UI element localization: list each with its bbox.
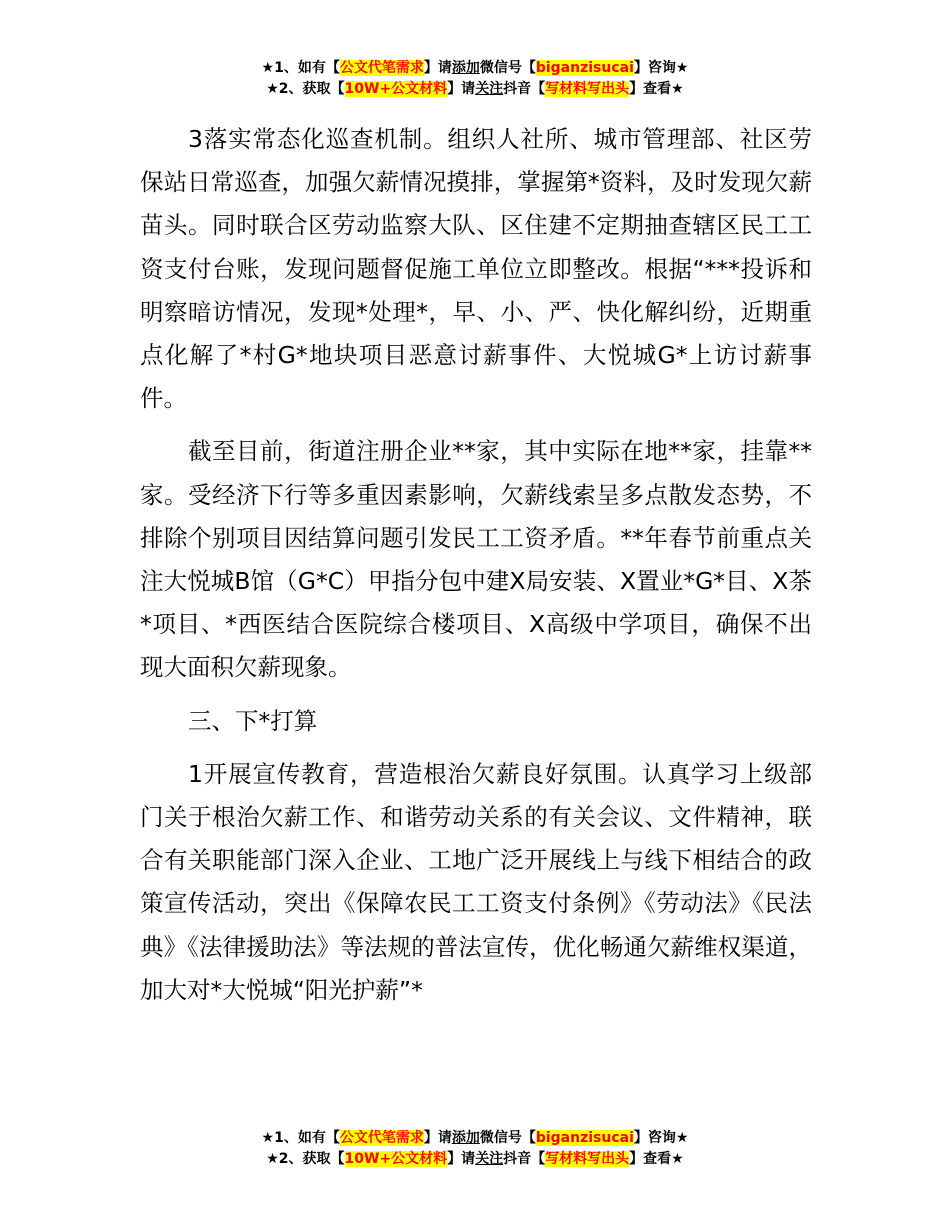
paragraph-status: 截至目前，街道注册企业**家，其中实际在地**家，挂靠**家。受经济下行等多重因素影响，欠薪线索呈多点散发态势，不排除个别项目因结算问题引发民工工资矛盾。**年春节前重点关注大悦城B馆（G*C）甲指分包中建X局安装、X置业*G*目、X茶*项目、*西医结合医院综合楼项目、X高级中学项目，确保不出现大面积欠薪现象。 <box>140 437 812 682</box>
banner-line-2 <box>0 1149 950 1170</box>
banner-text: 微信号【 <box>479 60 536 76</box>
banner-text: 】请 <box>423 1130 452 1146</box>
banner-text: 】查看★ <box>629 1151 684 1167</box>
banner-text: 】咨询★ <box>633 1130 689 1146</box>
paragraph-inspection: 3落实常态化巡查机制。组织人社所、城市管理部、社区劳保站日常巡查，加强欠薪情况摸排，掌握第*资料，及时发现欠薪苗头。同时联合区劳动监察大队、区住建不定期抽查辖区民工工资支付台账，发现问题督促施工单位立即整改。根据“***投诉和明察暗访情况，发现*处理*，早、小、严、快化解纠纷，近期重点化解了*村G*地块项目恶意讨薪事件、大悦城G*上访讨薪事件。 <box>140 125 812 413</box>
banner-line-1 <box>0 58 950 79</box>
banner-text: 抖音【 <box>503 81 546 97</box>
banner-text: ★1、如有【 <box>261 60 340 76</box>
banner-text: ★2、获取【 <box>266 1151 345 1167</box>
banner-text: 】请 <box>447 81 476 97</box>
banner-text: 】咨询★ <box>633 60 689 76</box>
banner-highlight: biganzisucai <box>535 60 634 76</box>
banner-text: ★1、如有【 <box>261 1130 340 1146</box>
paragraph-publicity: 1开展宣传教育，营造根治欠薪良好氛围。认真学习上级部门关于根治欠薪工作、和谐劳动关系的有关会议、文件精神，联合有关职能部门深入企业、工地广泛开展线上与线下相结合的政策宣传活动，突出《保障农民工工资支付条例》《劳动法》《民法典》《法律援助法》等法规的普法宣传，优化畅通欠薪维权渠道，加大对*大悦城“阳光护薪”* <box>140 759 812 1004</box>
banner-underline: 关注 <box>475 81 504 97</box>
document-body <box>140 118 812 1022</box>
section-heading-next-plan: 三、下*打算 <box>188 706 318 735</box>
banner-underline: 添加 <box>451 1130 480 1146</box>
banner-highlight: 10W+公文材料 <box>344 1151 448 1167</box>
banner-text: ★2、获取【 <box>266 81 345 97</box>
banner-highlight: biganzisucai <box>535 1130 634 1146</box>
banner-highlight: 写材料写出头 <box>545 1151 630 1167</box>
banner-line-2 <box>0 79 950 100</box>
banner-text: 】请 <box>423 60 452 76</box>
banner-underline: 关注 <box>475 1151 504 1167</box>
banner-highlight: 10W+公文材料 <box>344 81 448 97</box>
banner-highlight: 写材料写出头 <box>545 81 630 97</box>
footer-banner <box>0 1128 950 1170</box>
banner-text: 】请 <box>447 1151 476 1167</box>
banner-text: 微信号【 <box>479 1130 536 1146</box>
header-banner <box>0 58 950 100</box>
banner-text: 抖音【 <box>503 1151 546 1167</box>
banner-highlight: 公文代笔需求 <box>339 1130 424 1146</box>
banner-text: 】查看★ <box>629 81 684 97</box>
banner-underline: 添加 <box>451 60 480 76</box>
banner-highlight: 公文代笔需求 <box>339 60 424 76</box>
banner-line-1 <box>0 1128 950 1149</box>
